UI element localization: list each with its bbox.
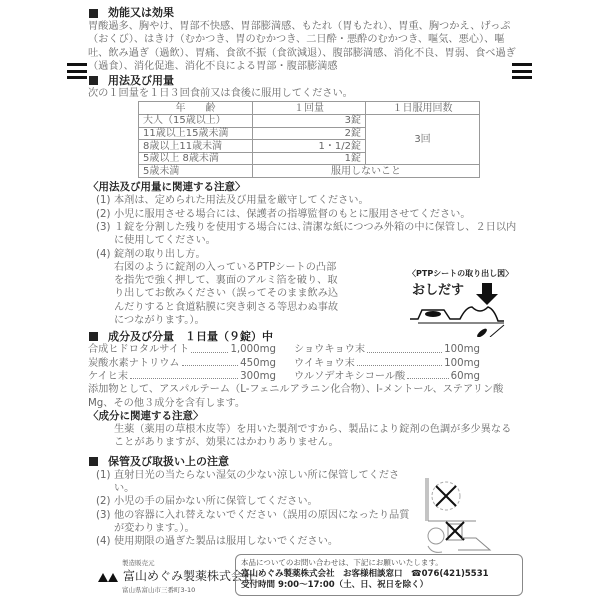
dosage-table (138, 101, 480, 178)
square-bullet-icon (89, 457, 98, 466)
ingredient-row: ウイキョウ末 100mg (294, 357, 480, 369)
table-header: １日服用回数 (366, 102, 480, 115)
dosage-intro: 次の１回量を１日３回食前又は食後に服用してください。 (88, 88, 353, 100)
daily-times: 3回 (366, 115, 480, 165)
hamburger-menu-icon[interactable] (67, 63, 87, 79)
ingredient-row: ケイヒ末 300mg (88, 370, 276, 382)
ptp-press-illustration-icon (408, 267, 513, 337)
list-item: (1) 本剤は、定められた用法及び用量を厳守してください。 (96, 195, 369, 207)
square-bullet-icon (89, 332, 98, 341)
ingredient-row: ウルソデオキシコール酸 60mg (294, 370, 480, 382)
contact-box: 本品についてのお問い合わせは、下記にお願いいたします。 富山めぐみ製薬株式会社 お客様相談窓口 ☎076(421)5531 受付時間 9:00～17:00（土、日、祝日を除く） (235, 554, 523, 596)
table-row: 5歳未満 服用しないこと (139, 165, 480, 178)
ptp-diagram: 〈PTPシートの取り出し図〉 おしだす (408, 267, 513, 337)
table-row: 5歳以上 8歳未満 1錠 (139, 152, 480, 165)
table-row: 大人（15歳以上） 3錠 3回 (139, 115, 480, 128)
list-item: (4) 使用期限の過ぎた製品は服用しないでください。 (96, 536, 339, 548)
storage-warning-illustration-icon (418, 476, 493, 556)
list-item: (3) 他の容器に入れ替えないでください（誤用の原因になったり品質が変わります。）。 (96, 509, 410, 534)
company-logo-icon (98, 572, 120, 582)
manufacturer: 製造販売元 富山めぐみ製薬株式会社 富山県富山市三番町3-10 (98, 557, 255, 597)
dosage-notes-heading: 〈用法及び用量に関連する注意〉 (88, 181, 246, 194)
list-item: (2) 小児の手の届かない所に保管してください。 (96, 496, 318, 508)
package-insert (88, 6, 518, 594)
square-bullet-icon (89, 76, 98, 85)
phone-number: ☎076(421)5531 (411, 568, 489, 579)
storage-notes (88, 469, 413, 549)
ingredient-row: ショウキョウ末 100mg (294, 344, 480, 356)
additives-text: 添加物として、アスパルテーム（L-フェニルアラニン化合物）、l-メントール、ステアリン酸Mg、その他３成分を含有します。 (88, 384, 504, 409)
manufacturer-name: 富山めぐみ製薬株式会社 (123, 569, 256, 584)
table-header: 年 齢 (139, 102, 253, 115)
list-item: (2) 小児に服用させる場合には、保護者の指導監督のもとに服用させてください。 (96, 208, 471, 220)
list-item: (1) 直射日光の当たらない湿気の少ない涼しい所に保管してください。 (96, 469, 400, 494)
ingredient-row: 合成ヒドロタルサイト 1,000mg (88, 344, 276, 356)
section-heading-storage: 保管及び取扱い上の注意 (88, 455, 518, 469)
table-row: 11歳以上15歳未満 2錠 (139, 127, 480, 140)
square-bullet-icon (89, 9, 98, 18)
ingredients-list (88, 343, 518, 383)
section-heading-ingredients: 成分及び分量 １日量（９錠）中 (88, 329, 518, 343)
table-row: 8歳以上11歳未満 1・1/2錠 (139, 140, 480, 153)
table-header: １回量 (253, 102, 366, 115)
ingredient-row: 炭酸水素ナトリウム 450mg (88, 357, 276, 369)
effects-text: 胃酸過多、胸やけ、胃部不快感、胃部膨満感、もたれ（胃もたれ）、胃重、胸つかえ、げっぷ（おくび）、はきけ（むかつき、胃のむかつき、二日酔・悪酔のむかつき、嘔気、悪心）、嘔吐、飲み過ぎ（過飲）、胃痛、食欲不振（食欲減退）、腹部膨満感、消化不良、胃弱、食べ過ぎ（過食）、消化促進、消化不良による胃部・腹部膨満感 (88, 21, 516, 72)
footer (88, 552, 518, 600)
list-item: (3) １錠を分割した残りを使用する場合には､清潔な紙につつみ外箱の中に保管し、２日以内に使用してください。 (96, 221, 517, 247)
ingredient-notes-heading: 〈成分に関連する注意〉 (88, 409, 204, 422)
ingredient-note: 生薬（薬用の草根木皮等）を用いた製剤ですから、製品により錠剤の色調が多少異なることがありますが、効果にはかわりありません。 (114, 424, 512, 449)
list-item: (4) 錠剤の取り出し方。 (96, 248, 206, 260)
section-heading-dosage: 用法及び用量 (88, 73, 518, 87)
section-heading-effects: 効能又は効果 (88, 6, 518, 20)
list-item: 右図のように錠剤の入っているPTPシートの凸部を指先で強く押して、裏面のアルミ箔を破り、取り出してお飲みください（誤ってそのまま飲み込んだりすると食道粘膜に突き刺さる等思わぬ事故につながります。）。 (114, 261, 339, 327)
